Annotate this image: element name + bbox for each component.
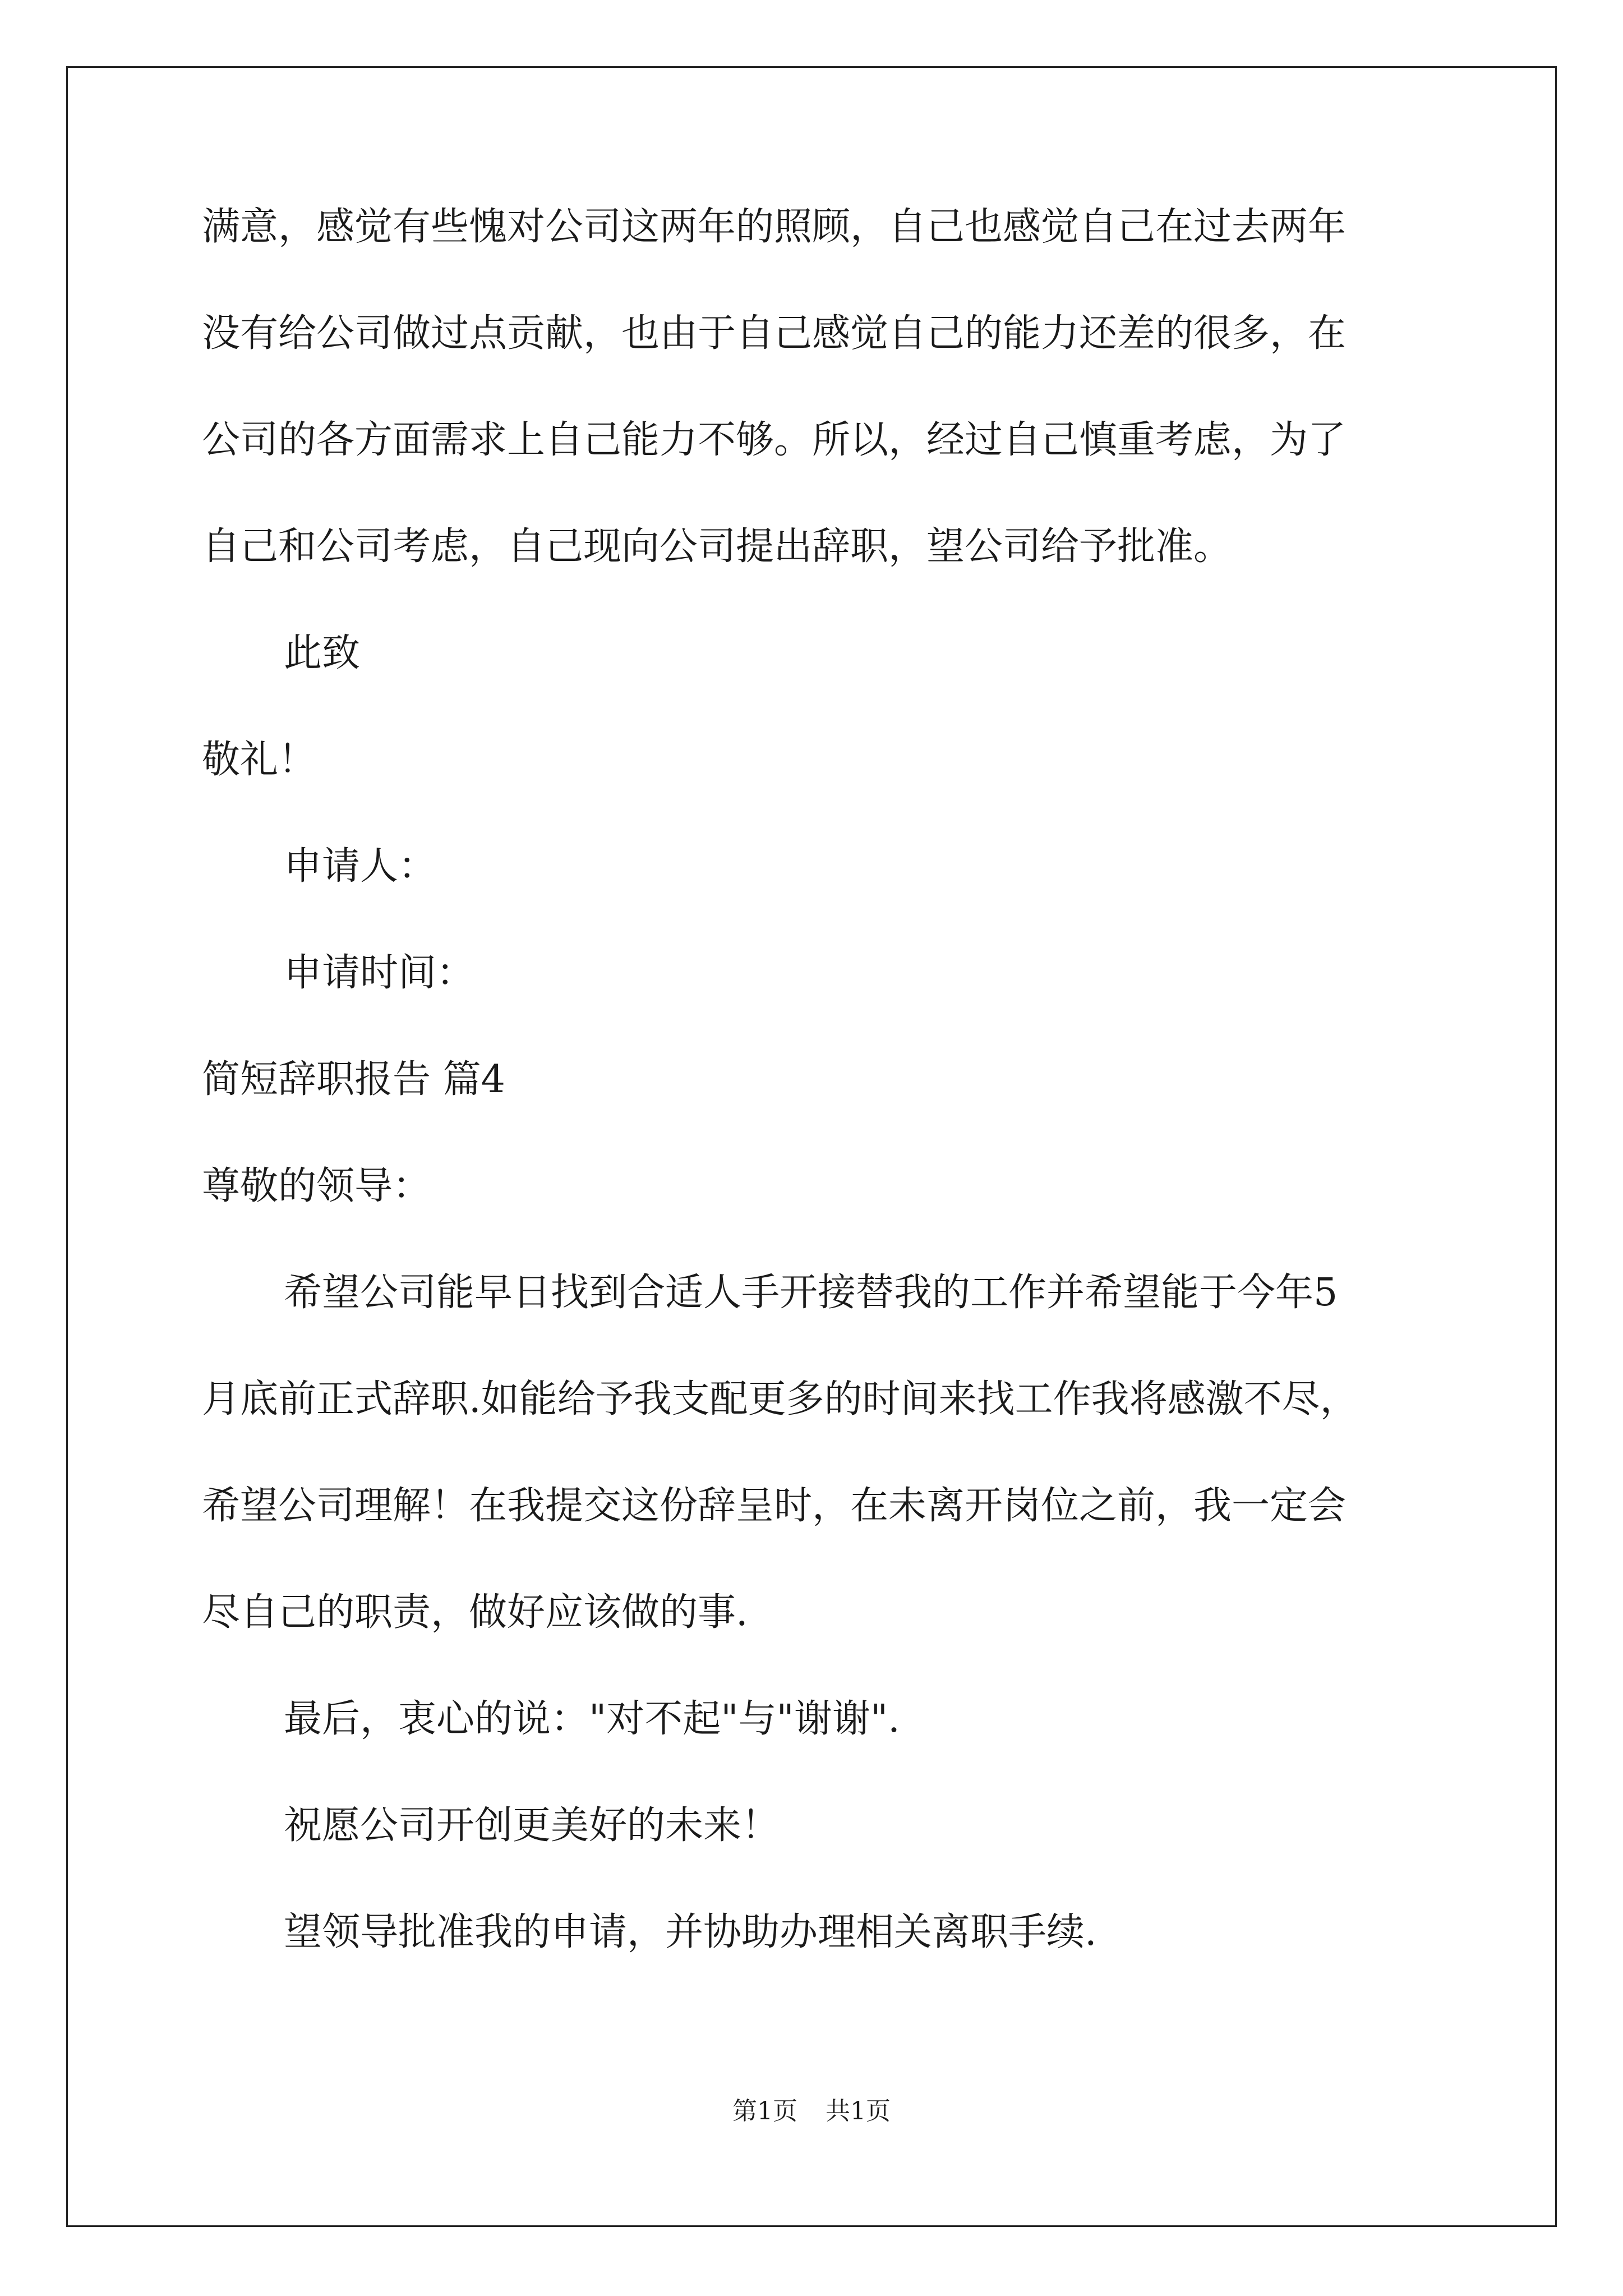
letter-salutation: 尊敬的领导：	[202, 1164, 431, 1208]
closing-greeting: 敬礼！	[202, 738, 317, 782]
paragraph-line: 尽自己的职责，做好应该做的事.	[202, 1590, 748, 1635]
paragraph-line: 希望公司理解！在我提交这份辞呈时，在未离开岗位之前，我一定会	[202, 1484, 1347, 1528]
page-number-total: 共1页	[826, 2097, 891, 2125]
page-footer	[0, 2095, 1623, 2128]
paragraph-line: 没有给公司做过点贡献，也由于自己感觉自己的能力还差的很多，在	[202, 311, 1347, 356]
paragraph-line: 祝愿公司开创更美好的未来！	[284, 1803, 780, 1848]
paragraph-line: 自己和公司考虑，自己现向公司提出辞职，望公司给予批准。	[202, 524, 1232, 569]
paragraph-line: 希望公司能早日找到合适人手开接替我的工作并希望能于今年5	[284, 1271, 1338, 1315]
paragraph-line: 公司的各方面需求上自己能力不够。所以，经过自己慎重考虑，为了	[202, 418, 1347, 462]
paragraph-line: 望领导批准我的申请，并协助办理相关离职手续.	[284, 1910, 1097, 1954]
page-number-current: 第1页	[732, 2097, 797, 2125]
paragraph-line: 最后，衷心的说："对不起"与"谢谢".	[284, 1697, 900, 1741]
paragraph-line: 月底前正式辞职.如能给予我支配更多的时间来找工作我将感激不尽，	[202, 1377, 1358, 1421]
paragraph-line: 满意，感觉有些愧对公司这两年的照顾，自己也感觉自己在过去两年	[202, 205, 1347, 249]
application-date-label: 申请时间：	[284, 951, 475, 995]
section-heading: 简短辞职报告 篇4	[202, 1057, 505, 1102]
page-frame	[66, 66, 1557, 2227]
applicant-label: 申请人：	[284, 844, 437, 889]
closing-salutation: 此致	[284, 631, 361, 675]
